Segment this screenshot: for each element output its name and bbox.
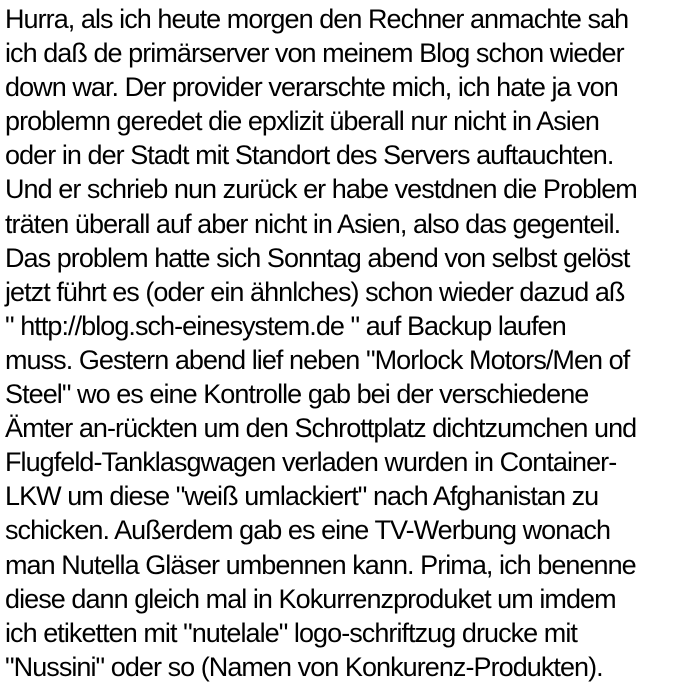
- text-line-with-url: " http://blog.sch-einesystem.de " auf Backup laufen: [5, 310, 566, 341]
- text-line: Flugfeld-Tanklasgwagen verladen wurden in Container-: [5, 447, 617, 478]
- text-line: Steel" wo es eine Kontrolle gab bei der verschiedene: [5, 379, 589, 410]
- text-line: Und er schrieb nun zurück er habe vestdnen die Problem: [5, 174, 637, 205]
- text-line: man Nutella Gläser umbennen kann. Prima, ich benenne: [5, 549, 636, 580]
- text-line: ich daß de primärserver von meinem Blog schon wieder: [5, 38, 624, 69]
- text-line: jetzt führt es (oder ein ähnlches) schon wieder dazud aß: [5, 276, 625, 307]
- text-line: Das problem hatte sich Sonntag abend von selbst gelöst: [5, 242, 630, 273]
- text-line: "Nussini" oder so (Namen von Konkurenz-Produkten).: [5, 651, 603, 682]
- text-line: diese dann gleich mal in Kokurrenzproduket um imdem: [5, 583, 616, 614]
- text-line: muss. Gestern abend lief neben "Morlock Motors/Men of: [5, 344, 630, 375]
- text-line: problemn geredet die epxlizit überall nur nicht in Asien: [5, 106, 599, 137]
- text-line: träten überall auf aber nicht in Asien, also das gegenteil.: [5, 208, 621, 239]
- text-line: ich etiketten mit "nutelale" logo-schriftzug drucke mit: [5, 617, 577, 648]
- text-line: Hurra, als ich heute morgen den Rechner anmachte sah: [5, 4, 629, 34]
- text-line: down war. Der provider verarschte mich, ich hate ja von: [5, 72, 618, 103]
- text-line: LKW um diese "weiß umlackiert" nach Afghanistan zu: [5, 481, 599, 512]
- text-line: oder in der Stadt mit Standort des Servers auftauchten.: [5, 140, 614, 171]
- text-line: Ämter an-rückten um den Schrottplatz dichtzumchen und: [5, 413, 637, 444]
- text-line: schicken. Außerdem gab es eine TV-Werbung wonach: [5, 515, 611, 546]
